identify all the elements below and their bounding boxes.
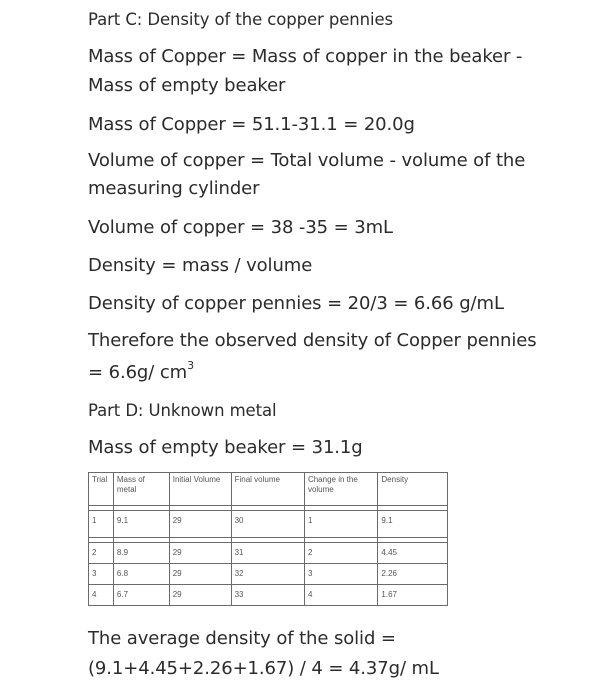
conclusion-line-2 xyxy=(88,359,194,384)
mass-definition-line-1: Mass of Copper = Mass of copper in the beaker - xyxy=(88,46,523,67)
table-row xyxy=(89,543,448,564)
table-cell: 4 xyxy=(304,585,377,606)
conclusion-line-1: Therefore the observed density of Copper pennies xyxy=(88,330,537,351)
table-cell: 6.8 xyxy=(113,564,169,585)
table-cell: 29 xyxy=(169,564,231,585)
table-row xyxy=(89,564,448,585)
table-header-row xyxy=(89,473,448,506)
table-cell: 29 xyxy=(169,543,231,564)
volume-calculation: Volume of copper = 38 -35 = 3mL xyxy=(88,217,393,238)
table-cell: 4.45 xyxy=(378,543,448,564)
table-cell: 3 xyxy=(89,564,114,585)
table-cell: 29 xyxy=(169,511,231,538)
table-cell: 6.7 xyxy=(113,585,169,606)
table-cell: 29 xyxy=(169,585,231,606)
volume-definition-line-2: measuring cylinder xyxy=(88,178,260,199)
table-cell: 3 xyxy=(304,564,377,585)
table-cell: 1 xyxy=(89,511,114,538)
header-trial: Trial xyxy=(89,473,114,506)
table-cell: 30 xyxy=(231,511,304,538)
table-cell: 2 xyxy=(89,543,114,564)
mass-calculation: Mass of Copper = 51.1-31.1 = 20.0g xyxy=(88,114,415,135)
density-definition: Density = mass / volume xyxy=(88,255,313,276)
table-cell: 33 xyxy=(231,585,304,606)
header-final-volume: Final volume xyxy=(231,473,304,506)
table-cell: 31 xyxy=(231,543,304,564)
header-mass: Mass of metal xyxy=(113,473,169,506)
cubed-superscript: 3 xyxy=(187,359,194,372)
table-cell: 32 xyxy=(231,564,304,585)
average-line-2: (9.1+4.45+2.26+1.67) / 4 = 4.37g/ mL xyxy=(88,658,439,679)
table-cell: 8.9 xyxy=(113,543,169,564)
part-c-heading: Part C: Density of the copper pennies xyxy=(88,10,394,29)
part-d-heading: Part D: Unknown metal xyxy=(88,401,277,420)
table-cell: 2 xyxy=(304,543,377,564)
table-cell: 1.67 xyxy=(378,585,448,606)
metal-data-table xyxy=(88,472,448,606)
header-change-volume: Change in the volume xyxy=(304,473,377,506)
table-cell: 2.26 xyxy=(378,564,448,585)
table-cell: 9.1 xyxy=(378,511,448,538)
conclusion-value: = 6.6g/ cm xyxy=(88,362,188,383)
table-cell: 4 xyxy=(89,585,114,606)
table-row xyxy=(89,511,448,538)
table-row xyxy=(89,585,448,606)
table-cell: 9.1 xyxy=(113,511,169,538)
header-initial-volume: Initial Volume xyxy=(169,473,231,506)
volume-definition-line-1: Volume of copper = Total volume - volume of the xyxy=(88,150,526,171)
table-cell: 1 xyxy=(304,511,377,538)
mass-definition-line-2: Mass of empty beaker xyxy=(88,75,286,96)
density-calculation: Density of copper pennies = 20/3 = 6.66 g/mL xyxy=(88,293,504,314)
beaker-mass: Mass of empty beaker = 31.1g xyxy=(88,437,363,458)
average-line-1: The average density of the solid = xyxy=(88,628,396,649)
header-density: Density xyxy=(378,473,448,506)
